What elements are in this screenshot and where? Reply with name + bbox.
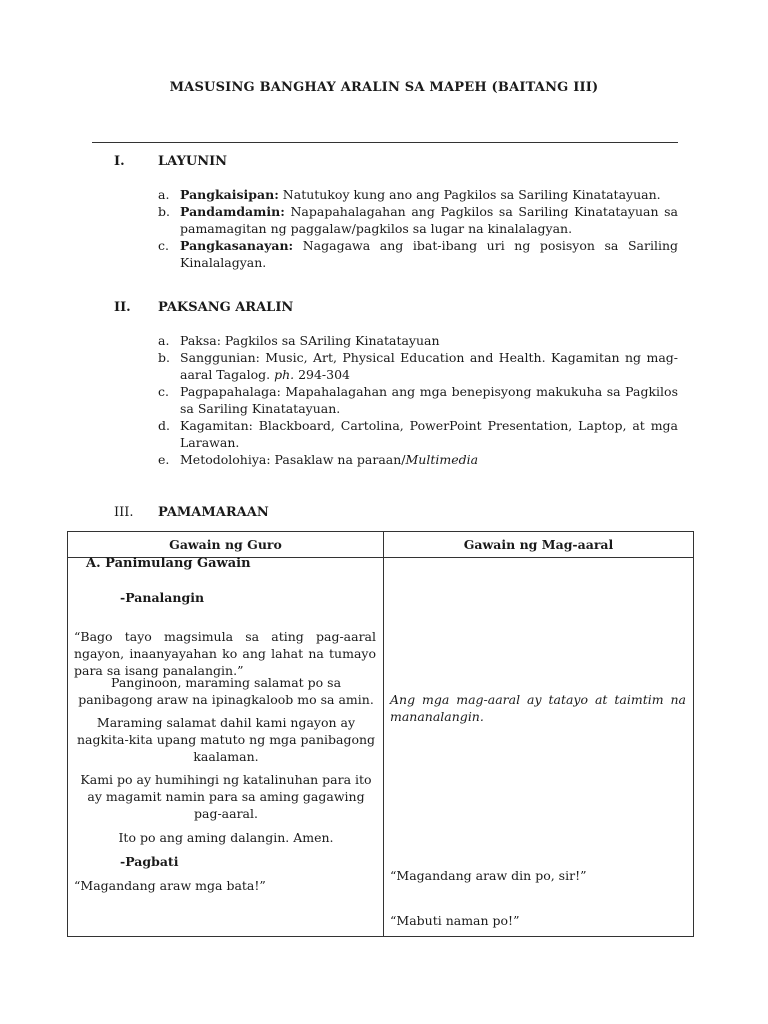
list-marker: c. <box>158 238 169 253</box>
item-italic: ph. <box>274 367 295 382</box>
prayer-line: Kami po ay humihingi ng katalinuhan para ito ay magamit namin para sa aming gagawing pag-aaral. <box>80 772 372 821</box>
item-text: Paksa: Pagkilos sa SAriling Kinatatayuan <box>180 333 440 348</box>
intro-quote: “Bago tayo magsimula sa ating pag-aaral ngayon, inaanyayahan ko ang lahat na tumayo para sa isang panalangin.” <box>74 629 376 678</box>
paksa-item <box>158 451 678 468</box>
item-text: Metodolohiya: Pasaklaw na paraan/ <box>180 452 406 467</box>
paksa-item <box>158 417 678 451</box>
header-guro: Gawain ng Guro <box>68 532 384 558</box>
layunin-list <box>158 186 678 271</box>
list-text <box>180 237 678 271</box>
section-1-title: LAYUNIN <box>158 154 228 169</box>
teacher-cell <box>68 558 384 937</box>
list-marker: a. <box>158 333 170 348</box>
student-fine: “Mabuti naman po!” <box>390 913 520 928</box>
paksa-item <box>158 332 678 349</box>
prayer-line: Ito po ang aming dalangin. Amen. <box>118 830 334 845</box>
list-text <box>180 383 678 417</box>
panalangin-label: -Panalangin <box>120 590 205 605</box>
item-text: Kagamitan: Blackboard, Cartolina, PowerPoint Presentation, Laptop, at mga Larawan. <box>180 418 678 450</box>
item-text: Sanggunian: Music, Art, Physical Education and Health. Kagamitan ng mag-aaral Tagalog. <box>180 350 678 382</box>
term-text: Napapahalagahan ang Pagkilos sa Sariling Kinatatayuan sa pamamagitan ng paggalaw/pagkilos sa lugar na kinalalagyan. <box>180 204 678 236</box>
list-text <box>180 332 678 349</box>
list-marker: e. <box>158 452 170 467</box>
section-3-number: III. <box>114 505 134 520</box>
layunin-item <box>158 237 678 271</box>
term-label: Pangkasanayan: <box>180 238 294 253</box>
document-title: MASUSING BANGHAY ARALIN SA MAPEH (BAITANG III) <box>169 80 599 95</box>
section-2-title: PAKSANG ARALIN <box>158 300 294 315</box>
paksa-item <box>158 383 678 417</box>
list-marker: b. <box>158 350 170 365</box>
pagbati-label: -Pagbati <box>120 854 179 869</box>
list-text <box>180 417 678 451</box>
prayer-line: Maraming salamat dahil kami ngayon ay nagkita-kita upang matuto ng mga panibagong kaalaman. <box>76 715 376 764</box>
paksa-item <box>158 349 678 383</box>
student-greeting: “Magandang araw din po, sir!” <box>390 868 587 883</box>
list-marker: d. <box>158 418 170 433</box>
term-text: Nagagawa ang ibat-ibang uri ng posisyon sa Sariling Kinalalagyan. <box>180 238 678 270</box>
list-marker: c. <box>158 384 169 399</box>
layunin-item <box>158 203 678 237</box>
prayer-line: Panginoon, maraming salamat po sa panibagong araw na ipinagkaloob mo sa amin. <box>78 675 374 707</box>
layunin-item <box>158 186 678 203</box>
section-2-number: II. <box>114 300 131 315</box>
list-text <box>180 451 678 468</box>
term-label: Pandamdamin: <box>180 204 285 219</box>
term-text: Natutukoy kung ano ang Pagkilos sa Sariling Kinatatayuan. <box>278 187 661 202</box>
term-label: Pangkaisipan: <box>180 187 279 202</box>
section-3-title: PAMAMARAAN <box>158 505 269 520</box>
section-1-number: I. <box>114 154 125 169</box>
greeting: “Magandang araw mga bata!” <box>74 878 266 893</box>
table-header-row <box>68 532 694 558</box>
subheading: A. Panimulang Gawain <box>86 556 251 571</box>
paksa-list <box>158 332 678 468</box>
header-mag-aaral: Gawain ng Mag-aaral <box>384 532 694 558</box>
list-text <box>180 186 678 203</box>
list-text <box>180 349 678 383</box>
list-marker: a. <box>158 187 170 202</box>
pamamaraan-table <box>67 531 694 937</box>
item-after: 294-304 <box>294 367 351 382</box>
table-row <box>68 558 694 937</box>
list-marker: b. <box>158 204 170 219</box>
student-cell <box>384 558 694 937</box>
student-stand: Ang mga mag-aaral ay tatayo at taimtim na mananalangin. <box>390 692 686 724</box>
title-divider <box>92 142 678 143</box>
item-italic: Multimedia <box>405 452 479 467</box>
list-text <box>180 203 678 237</box>
item-text: Pagpapahalaga: Mapahalagahan ang mga benepisyong makukuha sa Pagkilos sa Sariling Kinatatayuan. <box>180 384 678 416</box>
